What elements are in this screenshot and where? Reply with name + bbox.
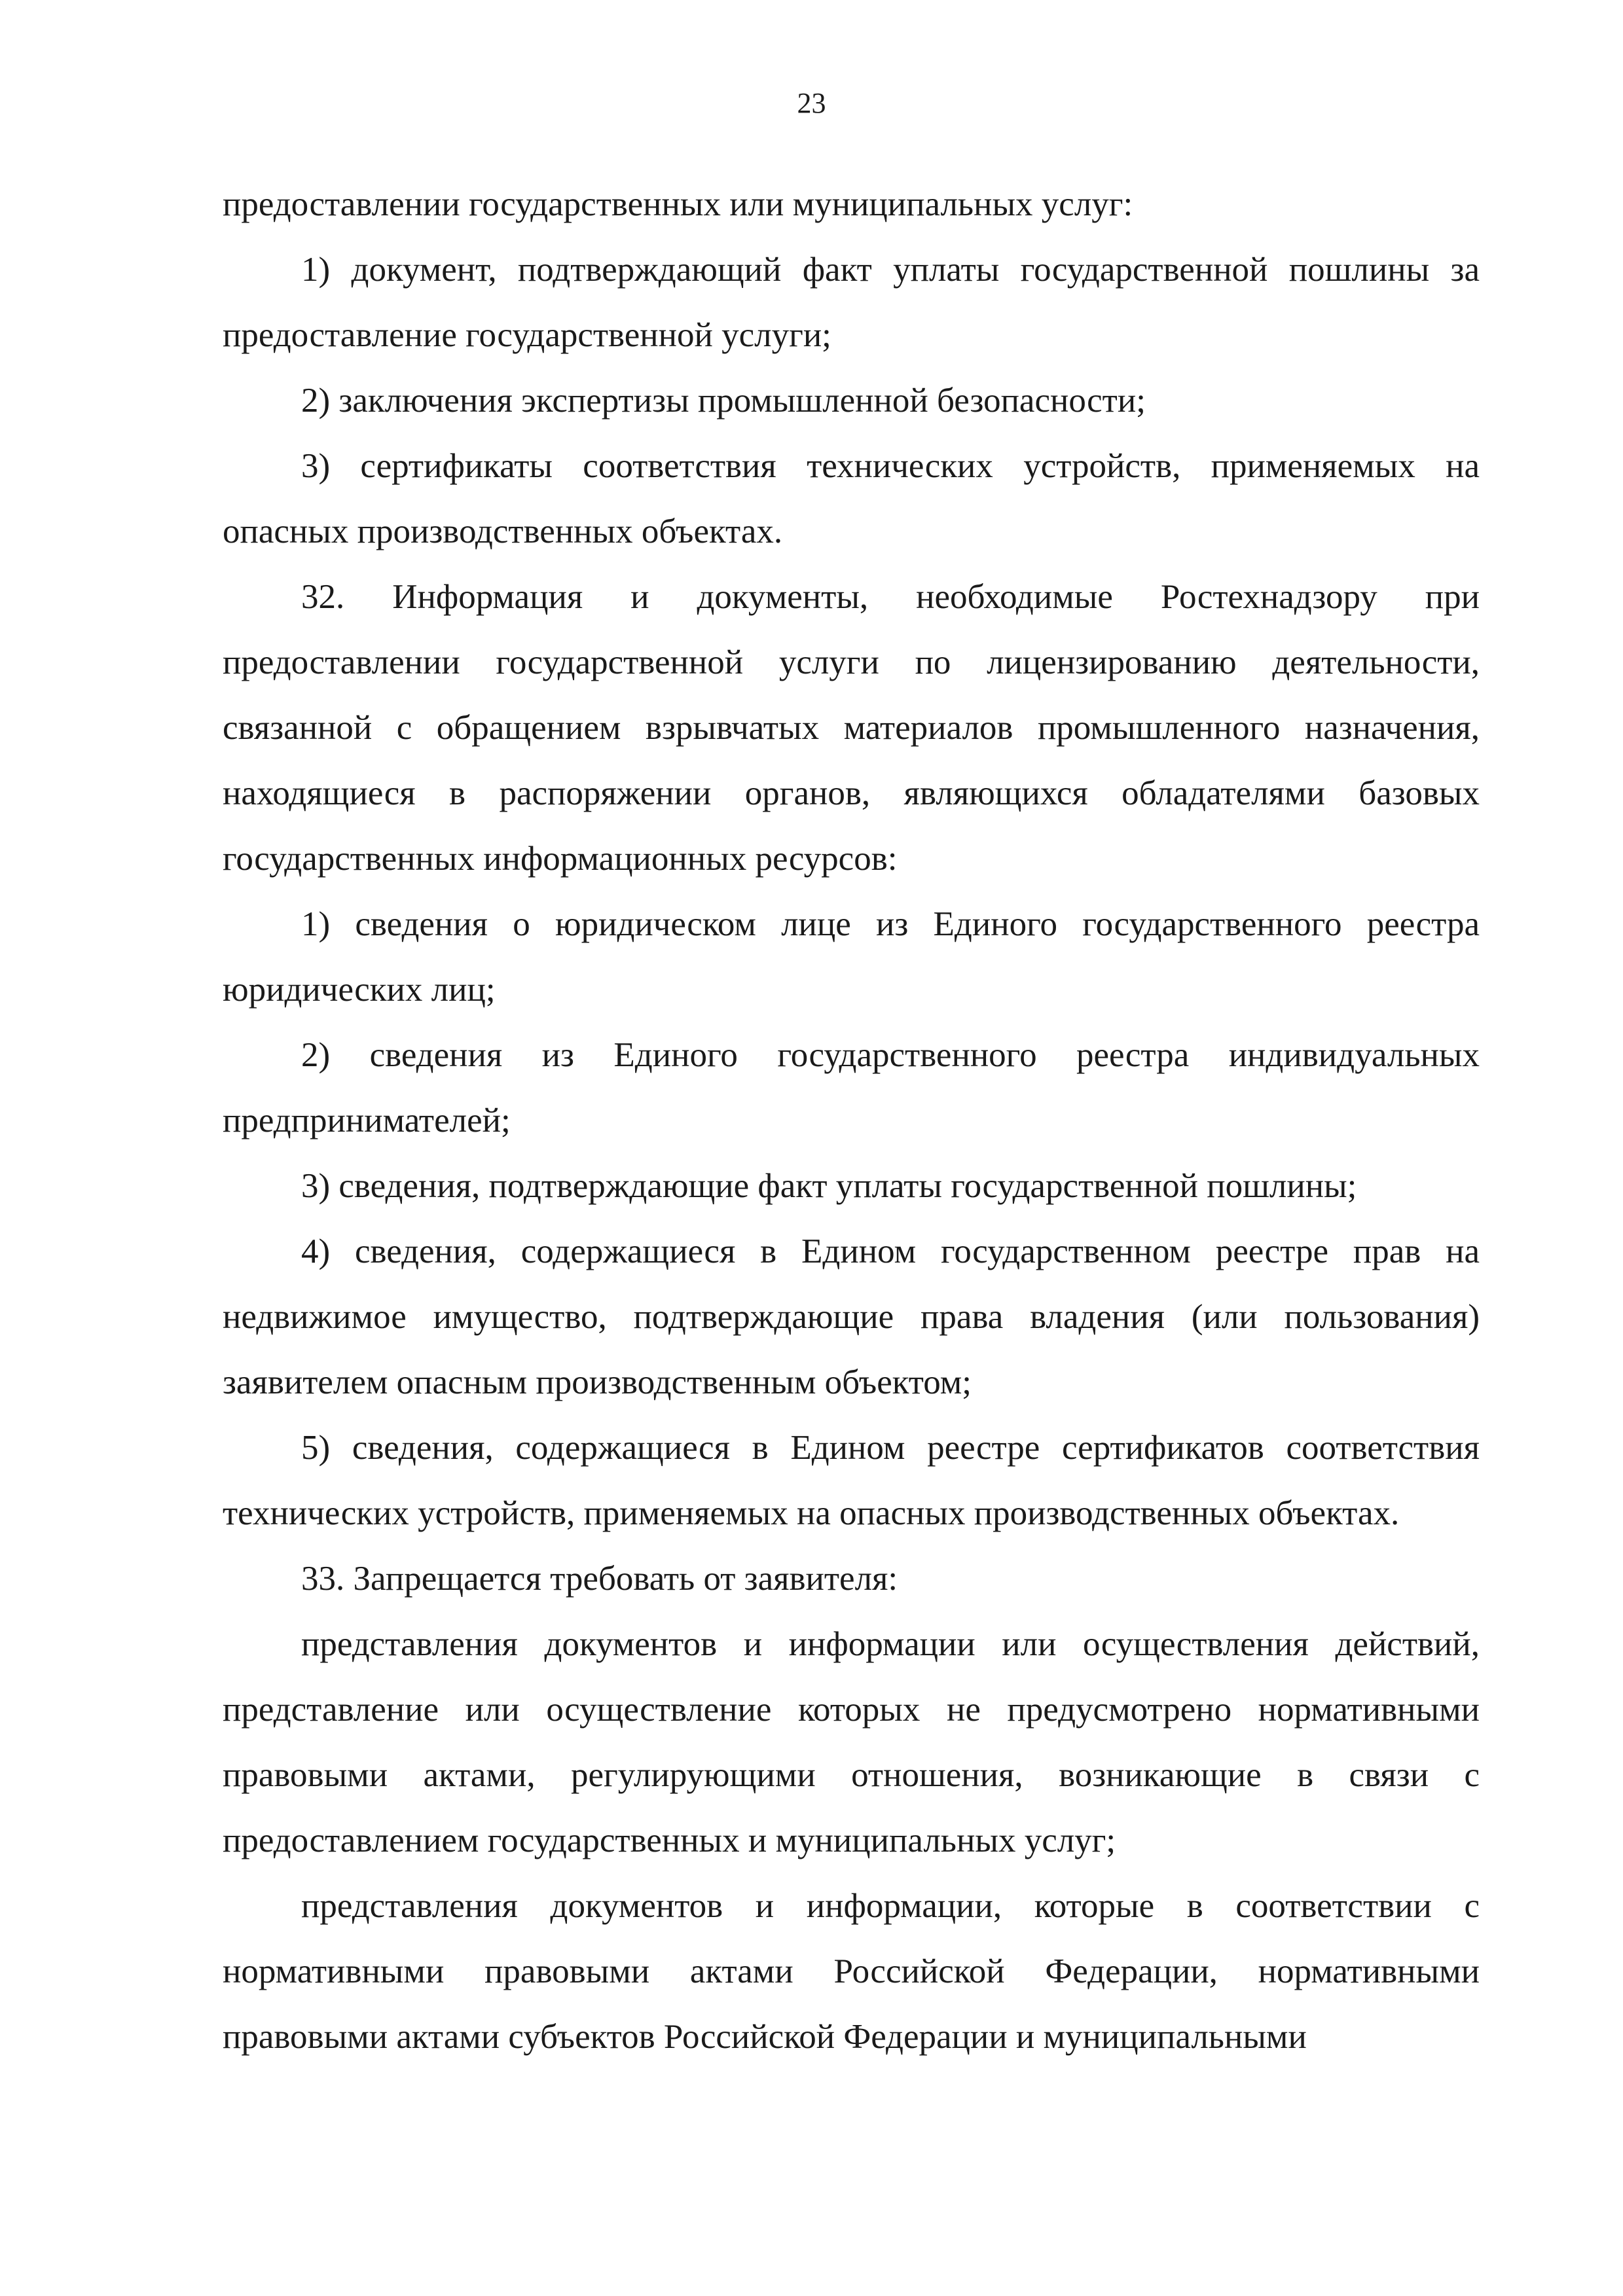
paragraph-item-4-property-rights: 4) сведения, содержащиеся в Едином государственном реестре прав на недвижимое имущество, подтверждающие права владения (или пользования) заявителем опасным производственным объектом; xyxy=(223,1232,1480,1401)
document-body xyxy=(223,171,1480,2070)
paragraph-section-33: 33. Запрещается требовать от заявителя: xyxy=(301,1560,898,1598)
paragraph-continuation: предоставлении государственных или муниципальных услуг: xyxy=(223,185,1133,223)
paragraph-item-2-entrepreneurs: 2) сведения из Единого государственного реестра индивидуальных предпринимателей; xyxy=(223,1036,1480,1139)
page-number: 23 xyxy=(797,87,826,119)
paragraph-prohibition-1: представления документов и информации или осуществления действий, представление или осуществление которых не предусмотрено нормативными правовыми актами, регулирующими отношения, возникающие в связи с предоставлением государственных и муниципальных услуг; xyxy=(223,1625,1480,1859)
paragraph-item-3-payment-info: 3) сведения, подтверждающие факт уплаты государственной пошлины; xyxy=(301,1167,1357,1205)
paragraph-section-32: 32. Информация и документы, необходимые Ростехнадзору при предоставлении государственной услуги по лицензированию деятельности, связанной с обращением взрывчатых материалов промышленного назначения, находящиеся в распоряжении органов, являющихся обладателями базовых государственных информационных ресурсов: xyxy=(223,578,1480,878)
paragraph-prohibition-2: представления документов и информации, которые в соответствии с нормативными правовыми актами Российской Федерации, нормативными правовыми актами субъектов Российской Федерации и муниципальными xyxy=(223,1887,1480,2056)
paragraph-item-1-legal-entity: 1) сведения о юридическом лице из Единого государственного реестра юридических лиц; xyxy=(223,905,1480,1009)
paragraph-item-1-payment-document: 1) документ, подтверждающий факт уплаты государственной пошлины за предоставление государственной услуги; xyxy=(223,251,1480,354)
paragraph-item-3-certificates: 3) сертификаты соответствия технических устройств, применяемых на опасных производственных объектах. xyxy=(223,447,1480,550)
paragraph-item-5-certificate-registry: 5) сведения, содержащиеся в Едином реестре сертификатов соответствия технических устройств, применяемых на опасных производственных объектах. xyxy=(223,1429,1480,1532)
paragraph-item-2-expertise: 2) заключения экспертизы промышленной безопасности; xyxy=(301,382,1146,420)
